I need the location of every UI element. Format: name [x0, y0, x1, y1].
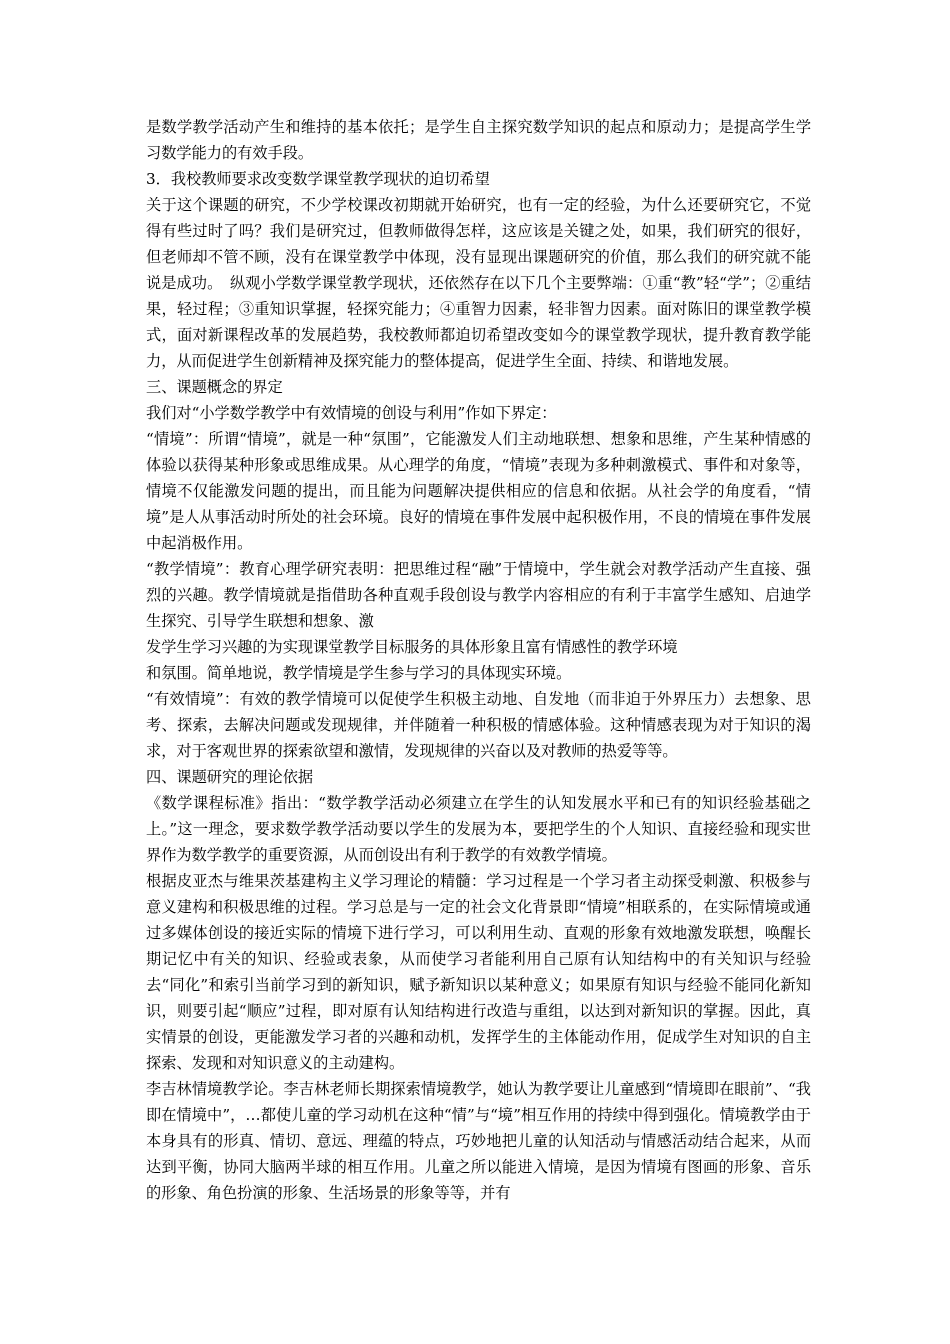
paragraph-li-jilin: 李吉林情境教学论。李吉林老师长期探索情境教学，她认为教学要让儿童感到“情境即在眼前”、“我即在情境中”，…都使儿童的学习动机在这种“情”与“境”相互作用的持续中得到强化。情境教学由于本身具有的形真、情切、意远、理蕴的特点，巧妙地把儿童的认知活动与情感活动结合起来，从而达到平衡，协同大脑两半球的相互作用。儿童之所以能进入情境，是因为情境有图画的形象、音乐的形象、角色扮演的形象、生活场景的形象等等，并有 [146, 1080, 811, 1202]
paragraph-teaching-situation: “教学情境”：教育心理学研究表明：把思维过程“融”于情境中，学生就会对教学活动产生直接、强烈的兴趣。教学情境就是指借助各种直观手段创设与教学内容相应的有利于丰富学生感知、启迪学生探究、引导学生联想和想象、激 [146, 560, 811, 630]
paragraph-curriculum-standard: 《数学课程标准》指出：“数学教学活动必须建立在学生的认知发展水平和已有的知识经验基础之上。”这一理念，要求数学教学活动要以学生的发展为本，要把学生的个人知识、直接经验和现实世界作为数学教学的重要资源，从而创设出有利于教学的有效教学情境。 [146, 794, 811, 864]
line-teaching-situation-2: 发学生学习兴趣的为实现课堂教学目标服务的具体形象且富有情感性的教学环境 [146, 638, 678, 656]
document-body [146, 114, 811, 1206]
paragraph-continuation: 是数学教学活动产生和维持的基本依托；是学生自主探究数学知识的起点和原动力；是提高学生学习数学能力的有效手段。 [146, 118, 811, 162]
paragraph-situation: “情境”：所谓“情境”，就是一种“氛围”，它能激发人们主动地联想、想象和思维，产生某种情感的体验以获得某种形象或思维成果。从心理学的角度，“情境”表现为多种刺激模式、事件和对象等，情境不仅能激发问题的提出，而且能为问题解决提供相应的信息和依据。从社会学的角度看，“情境”是人从事活动时所处的社会环境。良好的情境在事件发展中起积极作用，不良的情境在事件发展中起消极作用。 [146, 430, 811, 552]
heading-section-3: 三、课题概念的界定 [146, 378, 283, 396]
heading-section-4: 四、课题研究的理论依据 [146, 768, 314, 786]
paragraph-effective-situation: “有效情境”：有效的教学情境可以促使学生积极主动地、自发地（而非迫于外界压力）去想象、思考、探索，去解决问题或发现规律，并伴随着一种积极的情感体验。这种情感表现为对于知识的渴求，对于客观世界的探索欲望和激情，发现规律的兴奋以及对教师的热爱等等。 [146, 690, 811, 760]
line-teaching-situation-3: 和氛围。简单地说，教学情境是学生参与学习的具体现实环境。 [146, 664, 572, 682]
heading-3: 3．我校教师要求改变数学课堂教学现状的迫切希望 [146, 170, 490, 188]
paragraph-definition-intro: 我们对“小学数学教学中有效情境的创设与利用”作如下界定： [146, 404, 557, 422]
paragraph-constructivism: 根据皮亚杰与维果茨基建构主义学习理论的精髓：学习过程是一个学习者主动探受刺激、积极参与意义建构和积极思维的过程。学习总是与一定的社会文化背景即“情境”相联系的，在实际情境或通过多媒体创设的接近实际的情境下进行学习，可以利用生动、直观的形象有效地激发联想，唤醒长期记忆中有关的知识、经验或表象，从而使学习者能利用自己原有认知结构中的有关知识与经验去“同化”和索引当前学习到的新知识，赋予新知识以某种意义；如果原有知识与经验不能同化新知识，则要引起“顺应”过程，即对原有认知结构进行改造与重组，以达到对新知识的掌握。因此，真实情景的创设，更能激发学习者的兴趣和动机，发挥学生的主体能动作用，促成学生对知识的自主探索、发现和对知识意义的主动建构。 [146, 872, 811, 1072]
paragraph-research-reason: 关于这个课题的研究，不少学校课改初期就开始研究，也有一定的经验，为什么还要研究它，不觉得有些过时了吗？我们是研究过，但教师做得怎样，这应该是关键之处，如果，我们研究的很好，但老师却不管不顾，没有在课堂教学中体现，没有显现出课题研究的价值，那么我们的研究就不能说是成功。 纵观小学数学课堂教学现状，还依然存在以下几个主要弊端：①重“教”轻“学”；②重结果，轻过程；③重知识掌握，轻探究能力；④重智力因素，轻非智力因素。面对陈旧的课堂教学模式，面对新课程改革的发展趋势，我校教师都迫切希望改变如今的课堂教学现状，提升教育教学能力，从而促进学生创新精神及探究能力的整体提高，促进学生全面、持续、和谐地发展。 [146, 196, 811, 370]
